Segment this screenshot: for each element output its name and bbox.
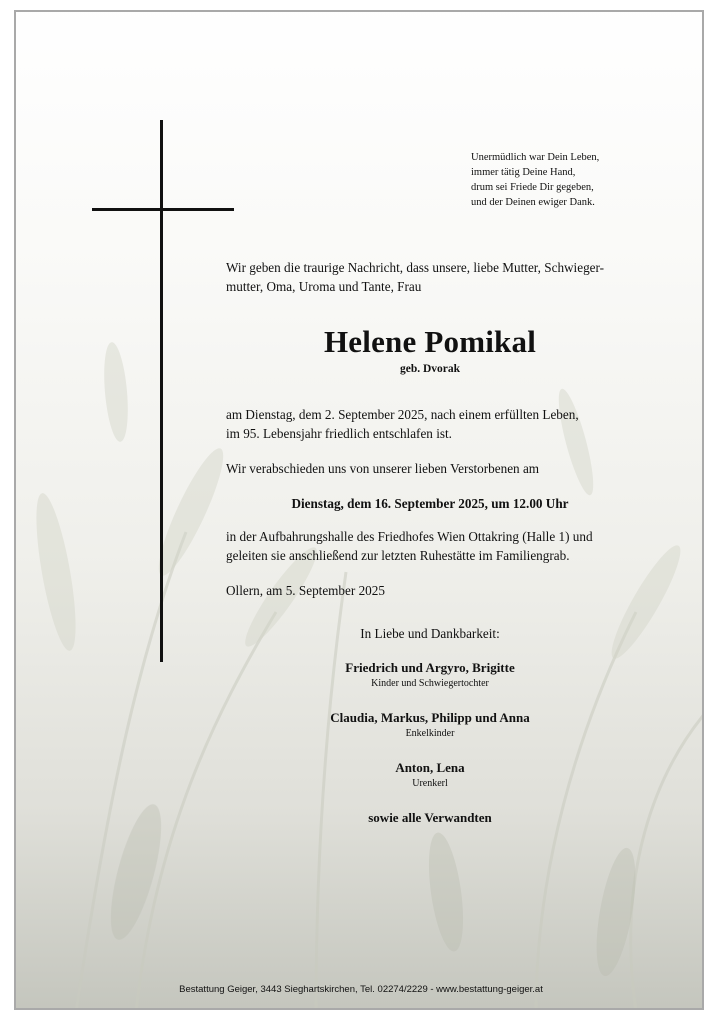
location-line: in der Aufbahrungshalle des Friedhofes Wien Ottakring (Halle 1) und (226, 529, 593, 544)
poem-line: Unermüdlich war Dein Leben, (471, 152, 600, 163)
cross-horizontal-bar (92, 208, 234, 211)
poem-line: drum sei Friede Dir gegeben, (471, 182, 594, 193)
obituary-card (14, 10, 704, 1010)
closing-line: In Liebe und Dankbarkeit: (360, 626, 500, 641)
mourner-names: Claudia, Markus, Philipp und Anna (330, 710, 530, 725)
intro-text (226, 258, 646, 296)
service-date: Dienstag, dem 16. September 2025, um 12.00 Uhr (291, 496, 569, 511)
service-location (226, 527, 646, 565)
mourner-group (226, 658, 634, 690)
funeral-home-footer: Bestattung Geiger, 3443 Sieghartskirchen, Tel. 02274/2229 - www.bestattung-geiger.at (179, 984, 543, 995)
mourner-relation: Kinder und Schwiegertochter (371, 678, 489, 689)
relatives-line: sowie alle Verwandten (368, 810, 492, 825)
death-notice-line: im 95. Lebensjahr friedlich entschlafen ist. (226, 426, 452, 441)
intro-line: mutter, Oma, Uroma und Tante, Frau (226, 279, 422, 294)
poem-line: immer tätig Deine Hand, (471, 167, 576, 178)
mourner-names: Anton, Lena (395, 760, 465, 775)
intro-line: Wir geben die traurige Nachricht, dass unsere, liebe Mutter, Schwieger- (226, 260, 605, 275)
place-date: Ollern, am 5. September 2025 (226, 583, 385, 598)
cross-vertical-bar (160, 120, 163, 662)
death-notice (226, 405, 646, 443)
poem-line: und der Deinen ewiger Dank. (471, 197, 595, 208)
farewell-intro: Wir verabschieden uns von unserer lieben Verstorbenen am (226, 461, 540, 476)
mourner-group (226, 758, 634, 790)
birth-name: geb. Dvorak (399, 363, 461, 375)
mourner-relation: Urenkerl (412, 778, 448, 789)
mourner-relation: Enkelkinder (405, 728, 455, 739)
mourner-group (226, 708, 634, 740)
death-notice-line: am Dienstag, dem 2. September 2025, nach einem erfüllten Leben, (226, 407, 579, 422)
memorial-poem (471, 150, 599, 210)
mourner-names: Friedrich und Argyro, Brigitte (345, 660, 515, 675)
location-line: geleiten sie anschließend zur letzten Ruhestätte im Familiengrab. (226, 548, 570, 563)
deceased-name: Helene Pomikal (323, 324, 537, 359)
